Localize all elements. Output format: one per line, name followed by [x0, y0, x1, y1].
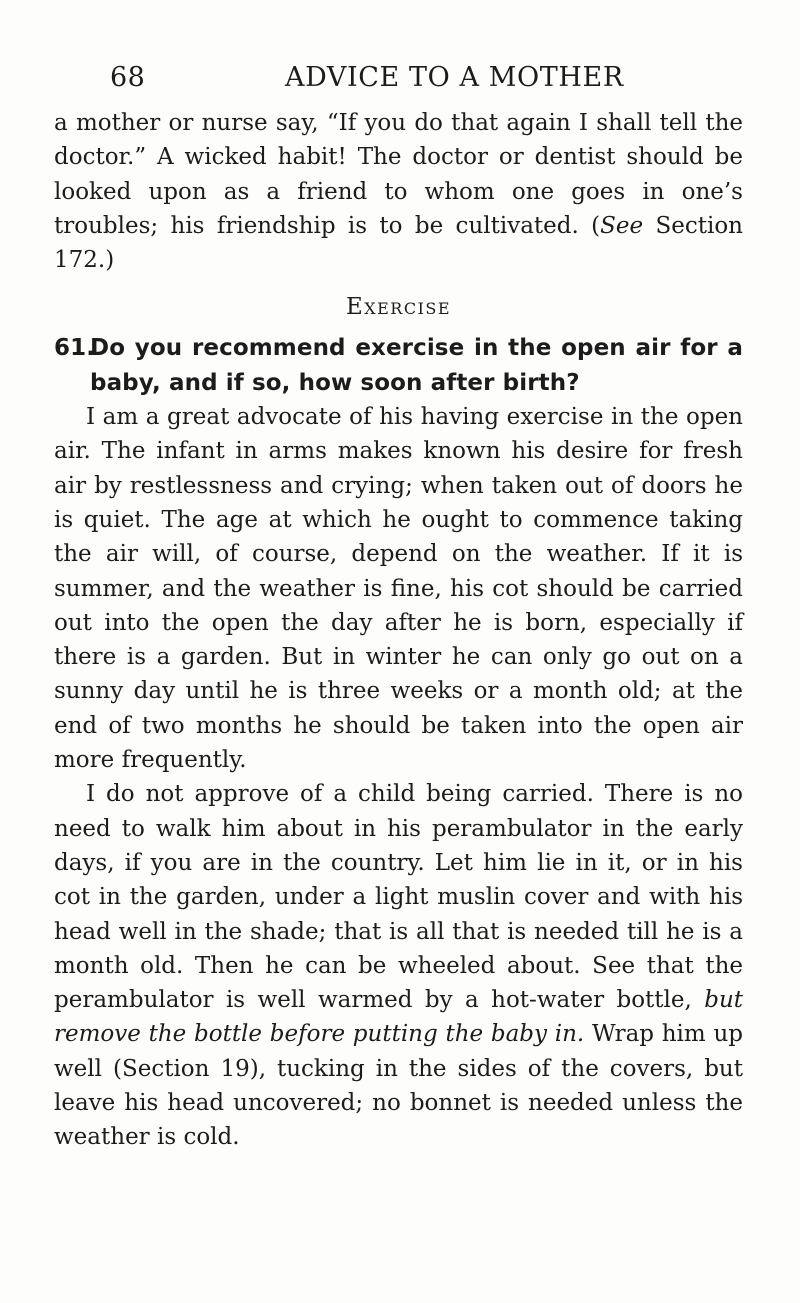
page-number: 68: [110, 62, 146, 93]
question-text: Do you recommend exercise in the open air for a baby, and if so, how soon after birth?: [90, 335, 743, 396]
answer-2-part-1: I do not approve of a child being carried. There is no need to walk him about in his perambulator in the early days, if you are in the country. Let him lie in it, or in his cot in the garden, under a light muslin cover and with his head well in the shade; that is all that is needed till he is a month old. Then he can be wheeled about. See that the perambulator is well warmed by a hot-water bottle,: [54, 781, 743, 1014]
section-heading: Exercise: [345, 294, 452, 321]
question-number: 61.: [54, 335, 96, 362]
see-reference: See: [600, 212, 644, 239]
running-title: ADVICE TO A MOTHER: [285, 62, 624, 93]
question-61: [54, 331, 743, 400]
page-body: [54, 106, 743, 1155]
answer-2-emphasis: but remove the bottle before putting the baby in.: [54, 987, 743, 1048]
answer-2-part-2: Wrap him up well (Section 19), tucking in the sides of the covers, but leave his head uncovered; no bonnet is needed unless the weather is cold.: [54, 1021, 743, 1151]
opening-paragraph: [54, 106, 743, 277]
answer-paragraph-1: I am a great advocate of his having exercise in the open air. The infant in arms makes known his desire for fresh air by restlessness and crying; when taken out of doors he is quiet. The age at which he ought to commence taking the air will, of course, depend on the weather. If it is summer, and the weather is fine, his cot should be carried out into the open the day after he is born, especially if there is a garden. But in winter he can only go out on a sunny day until he is three weeks or a month old; at the end of two months he should be taken into the open air more frequently.: [54, 404, 743, 774]
opening-section-ref: Section 172.): [54, 212, 743, 274]
opening-text: a mother or nurse say, “If you do that again I shall tell the doctor.” A wicked habit! The doctor or dentist should be looked upon as a friend to whom one goes in one’s troubles; his friendship is to be cultivated. (: [54, 110, 743, 239]
page-header: [54, 62, 743, 92]
answer-paragraph-2: [54, 777, 743, 1154]
